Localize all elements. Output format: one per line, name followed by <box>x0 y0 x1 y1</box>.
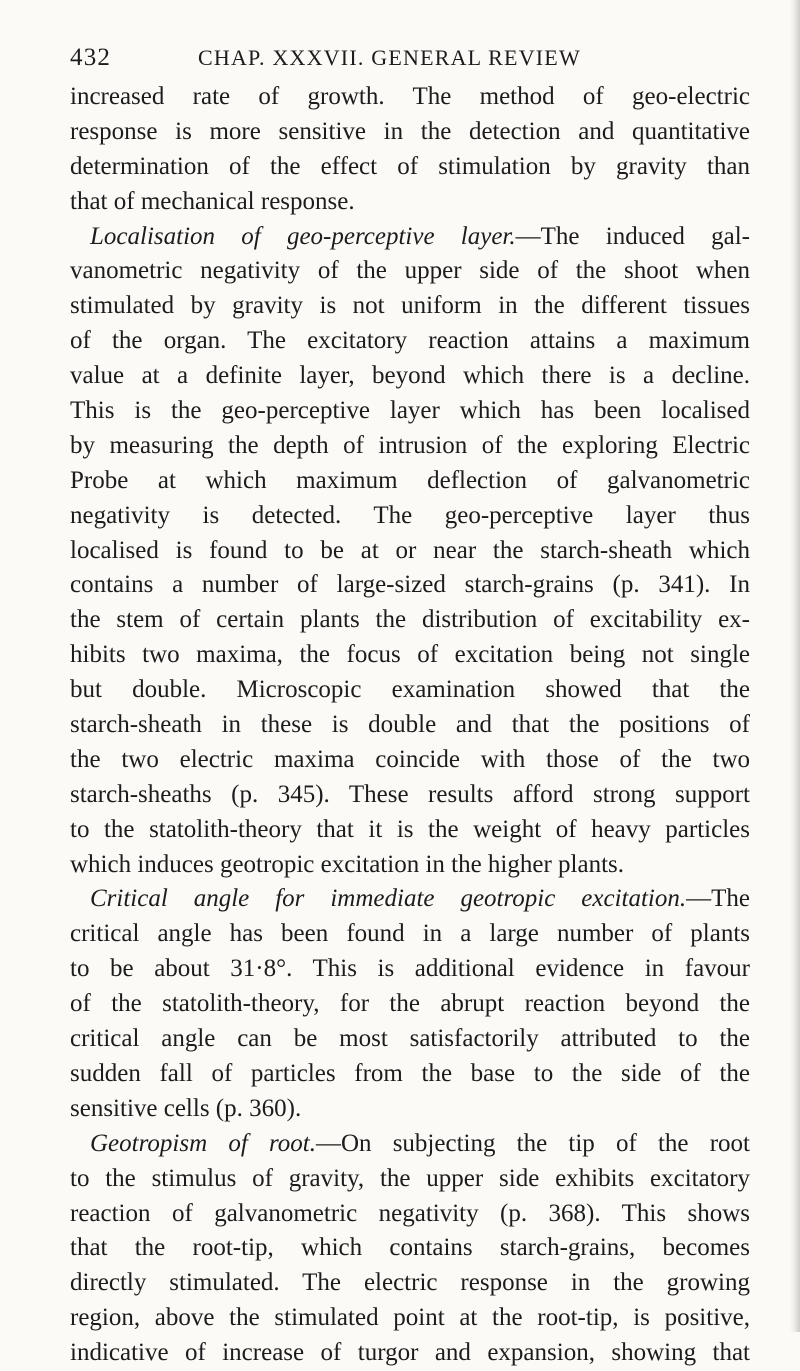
text-line: but double. Microscopic examination showed that the <box>70 676 750 704</box>
body-text <box>70 80 750 1371</box>
text-line: to be about 31·8°. This is additional evidence in favour <box>70 955 750 983</box>
text-line: reaction of galvanometric negativity (p. 368). This shows <box>70 1199 750 1227</box>
text-line: which induces geotropic excitation in the higher plants. <box>70 850 625 878</box>
text-line: that of mechanical response. <box>70 187 355 215</box>
text-line: value at a definite layer, beyond which there is a decline. <box>70 362 750 390</box>
page-edge-shadow <box>790 0 800 1332</box>
text-line: This is the geo-perceptive layer which has been localised <box>70 397 750 425</box>
text-line: the stem of certain plants the distribution of excitability ex- <box>70 606 750 634</box>
text-line: starch-sheaths (p. 345). These results afford strong support <box>70 780 750 808</box>
section-line-localisation <box>70 220 750 255</box>
text-line: of the statolith-theory, for the abrupt reaction beyond the <box>70 990 750 1018</box>
text-line: to the statolith-theory that it is the weight of heavy particles <box>70 815 750 843</box>
text-line: directly stimulated. The electric response in the growing <box>70 1269 750 1297</box>
text-line: Probe at which maximum deflection of galvanometric <box>70 466 750 494</box>
text-line: sudden fall of particles from the base to the side of the <box>70 1059 750 1087</box>
text-line: by measuring the depth of intrusion of the exploring Electric <box>70 431 750 459</box>
text-line: sensitive cells (p. 360). <box>70 1094 302 1122</box>
text-run: —The induced gal- <box>515 222 751 250</box>
section-heading-localisation: Localisation of geo-perceptive layer. <box>90 222 516 250</box>
text-line: indicative of increase of turgor and expansion, showing that <box>70 1339 750 1367</box>
text-line: contains a number of large-sized starch-grains (p. 341). In <box>70 571 750 599</box>
text-line: starch-sheath in these is double and that the positions of <box>70 711 750 739</box>
page-number: 432 <box>70 44 112 71</box>
running-head <box>70 44 750 76</box>
section-heading-critical-angle: Critical angle for immediate geotropic excitation. <box>90 885 687 913</box>
text-line: response is more sensitive in the detection and quantitative <box>70 117 750 145</box>
text-line: to the stimulus of gravity, the upper side exhibits excitatory <box>70 1164 750 1192</box>
text-line: hibits two maxima, the focus of excitation being not single <box>70 641 750 669</box>
section-line-critical-angle <box>70 882 750 917</box>
text-line: the two electric maxima coincide with those of the two <box>70 745 750 773</box>
text-run: —On subjecting the tip of the root <box>315 1129 750 1157</box>
text-line: negativity is detected. The geo-perceptive layer thus <box>70 501 750 529</box>
section-line-geotropism-of-root <box>70 1127 750 1162</box>
text-line: critical angle has been found in a large number of plants <box>70 920 750 948</box>
text-line: vanometric negativity of the upper side of the shoot when <box>70 257 750 285</box>
text-line: of the organ. The excitatory reaction attains a maximum <box>70 327 750 355</box>
text-run: —The <box>686 885 750 913</box>
text-line: region, above the stimulated point at the root-tip, is positive, <box>70 1304 750 1332</box>
text-line: increased rate of growth. The method of geo-electric <box>70 83 750 110</box>
text-line: that the root-tip, which contains starch-grains, becomes <box>70 1234 750 1262</box>
text-line: localised is found to be at or near the starch-sheath which <box>70 536 750 564</box>
text-line: determination of the effect of stimulation by gravity than <box>70 152 750 180</box>
text-line: critical angle can be most satisfactorily attributed to the <box>70 1025 750 1053</box>
section-heading-geotropism-of-root: Geotropism of root. <box>90 1129 316 1157</box>
text-line: stimulated by gravity is not uniform in the different tissues <box>70 292 750 320</box>
chapter-heading: CHAP. XXXVII. GENERAL REVIEW <box>198 45 581 70</box>
